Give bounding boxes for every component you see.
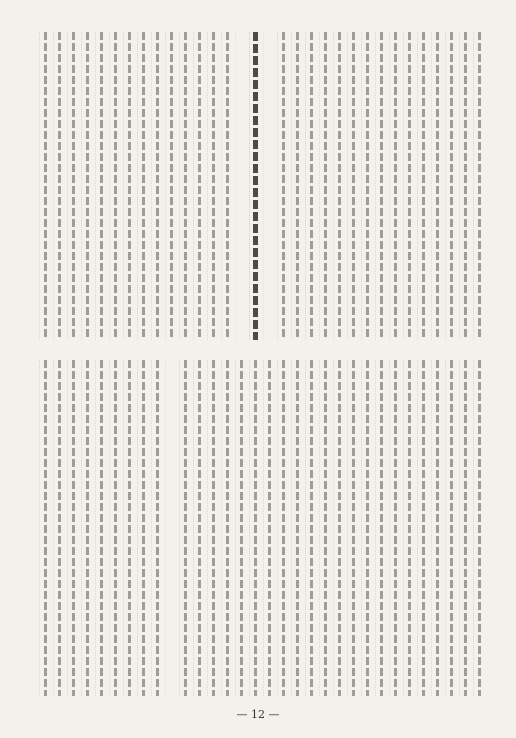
text-column xyxy=(361,360,372,696)
text-column xyxy=(95,360,106,696)
text-column xyxy=(473,360,484,696)
text-column xyxy=(263,360,274,696)
text-column xyxy=(235,32,246,340)
text-column xyxy=(109,32,120,340)
text-column xyxy=(67,32,78,340)
text-column xyxy=(39,360,50,696)
text-column xyxy=(221,32,232,340)
text-column xyxy=(431,360,442,696)
text-column xyxy=(403,360,414,696)
text-column xyxy=(179,360,190,696)
text-column xyxy=(165,360,176,696)
text-column xyxy=(165,32,176,340)
text-column xyxy=(39,32,50,340)
text-column xyxy=(277,32,288,340)
text-column xyxy=(375,360,386,696)
text-column xyxy=(319,360,330,696)
text-column xyxy=(221,360,232,696)
text-column xyxy=(81,32,92,340)
text-column xyxy=(123,32,134,340)
text-column xyxy=(445,360,456,696)
text-column xyxy=(333,360,344,696)
text-column xyxy=(193,32,204,340)
lower-text-block xyxy=(36,360,484,696)
text-column xyxy=(319,32,330,340)
text-column xyxy=(305,32,316,340)
text-column xyxy=(53,360,64,696)
text-column xyxy=(109,360,120,696)
text-column xyxy=(151,360,162,696)
text-column xyxy=(431,32,442,340)
text-column xyxy=(417,32,428,340)
text-column xyxy=(249,360,260,696)
text-column xyxy=(81,360,92,696)
text-column xyxy=(193,360,204,696)
text-column xyxy=(375,32,386,340)
text-column xyxy=(137,360,148,696)
text-column xyxy=(305,360,316,696)
text-column xyxy=(123,360,134,696)
text-column xyxy=(53,32,64,340)
text-column xyxy=(179,32,190,340)
text-column xyxy=(459,32,470,340)
text-column xyxy=(389,32,400,340)
text-column xyxy=(235,360,246,696)
text-column xyxy=(473,32,484,340)
text-column xyxy=(207,32,218,340)
text-column xyxy=(263,32,274,340)
text-column xyxy=(207,360,218,696)
text-column xyxy=(347,32,358,340)
text-column xyxy=(291,360,302,696)
text-column xyxy=(445,32,456,340)
text-column xyxy=(361,32,372,340)
text-column xyxy=(333,32,344,340)
text-column xyxy=(389,360,400,696)
text-column xyxy=(459,360,470,696)
text-column xyxy=(151,32,162,340)
text-column xyxy=(67,360,78,696)
text-column xyxy=(403,32,414,340)
text-column xyxy=(417,360,428,696)
text-column xyxy=(95,32,106,340)
upper-text-block xyxy=(36,32,484,340)
text-column xyxy=(291,32,302,340)
page-number: — 12 — xyxy=(236,708,280,721)
text-column xyxy=(347,360,358,696)
text-column xyxy=(277,360,288,696)
text-column xyxy=(249,32,260,340)
text-column xyxy=(137,32,148,340)
